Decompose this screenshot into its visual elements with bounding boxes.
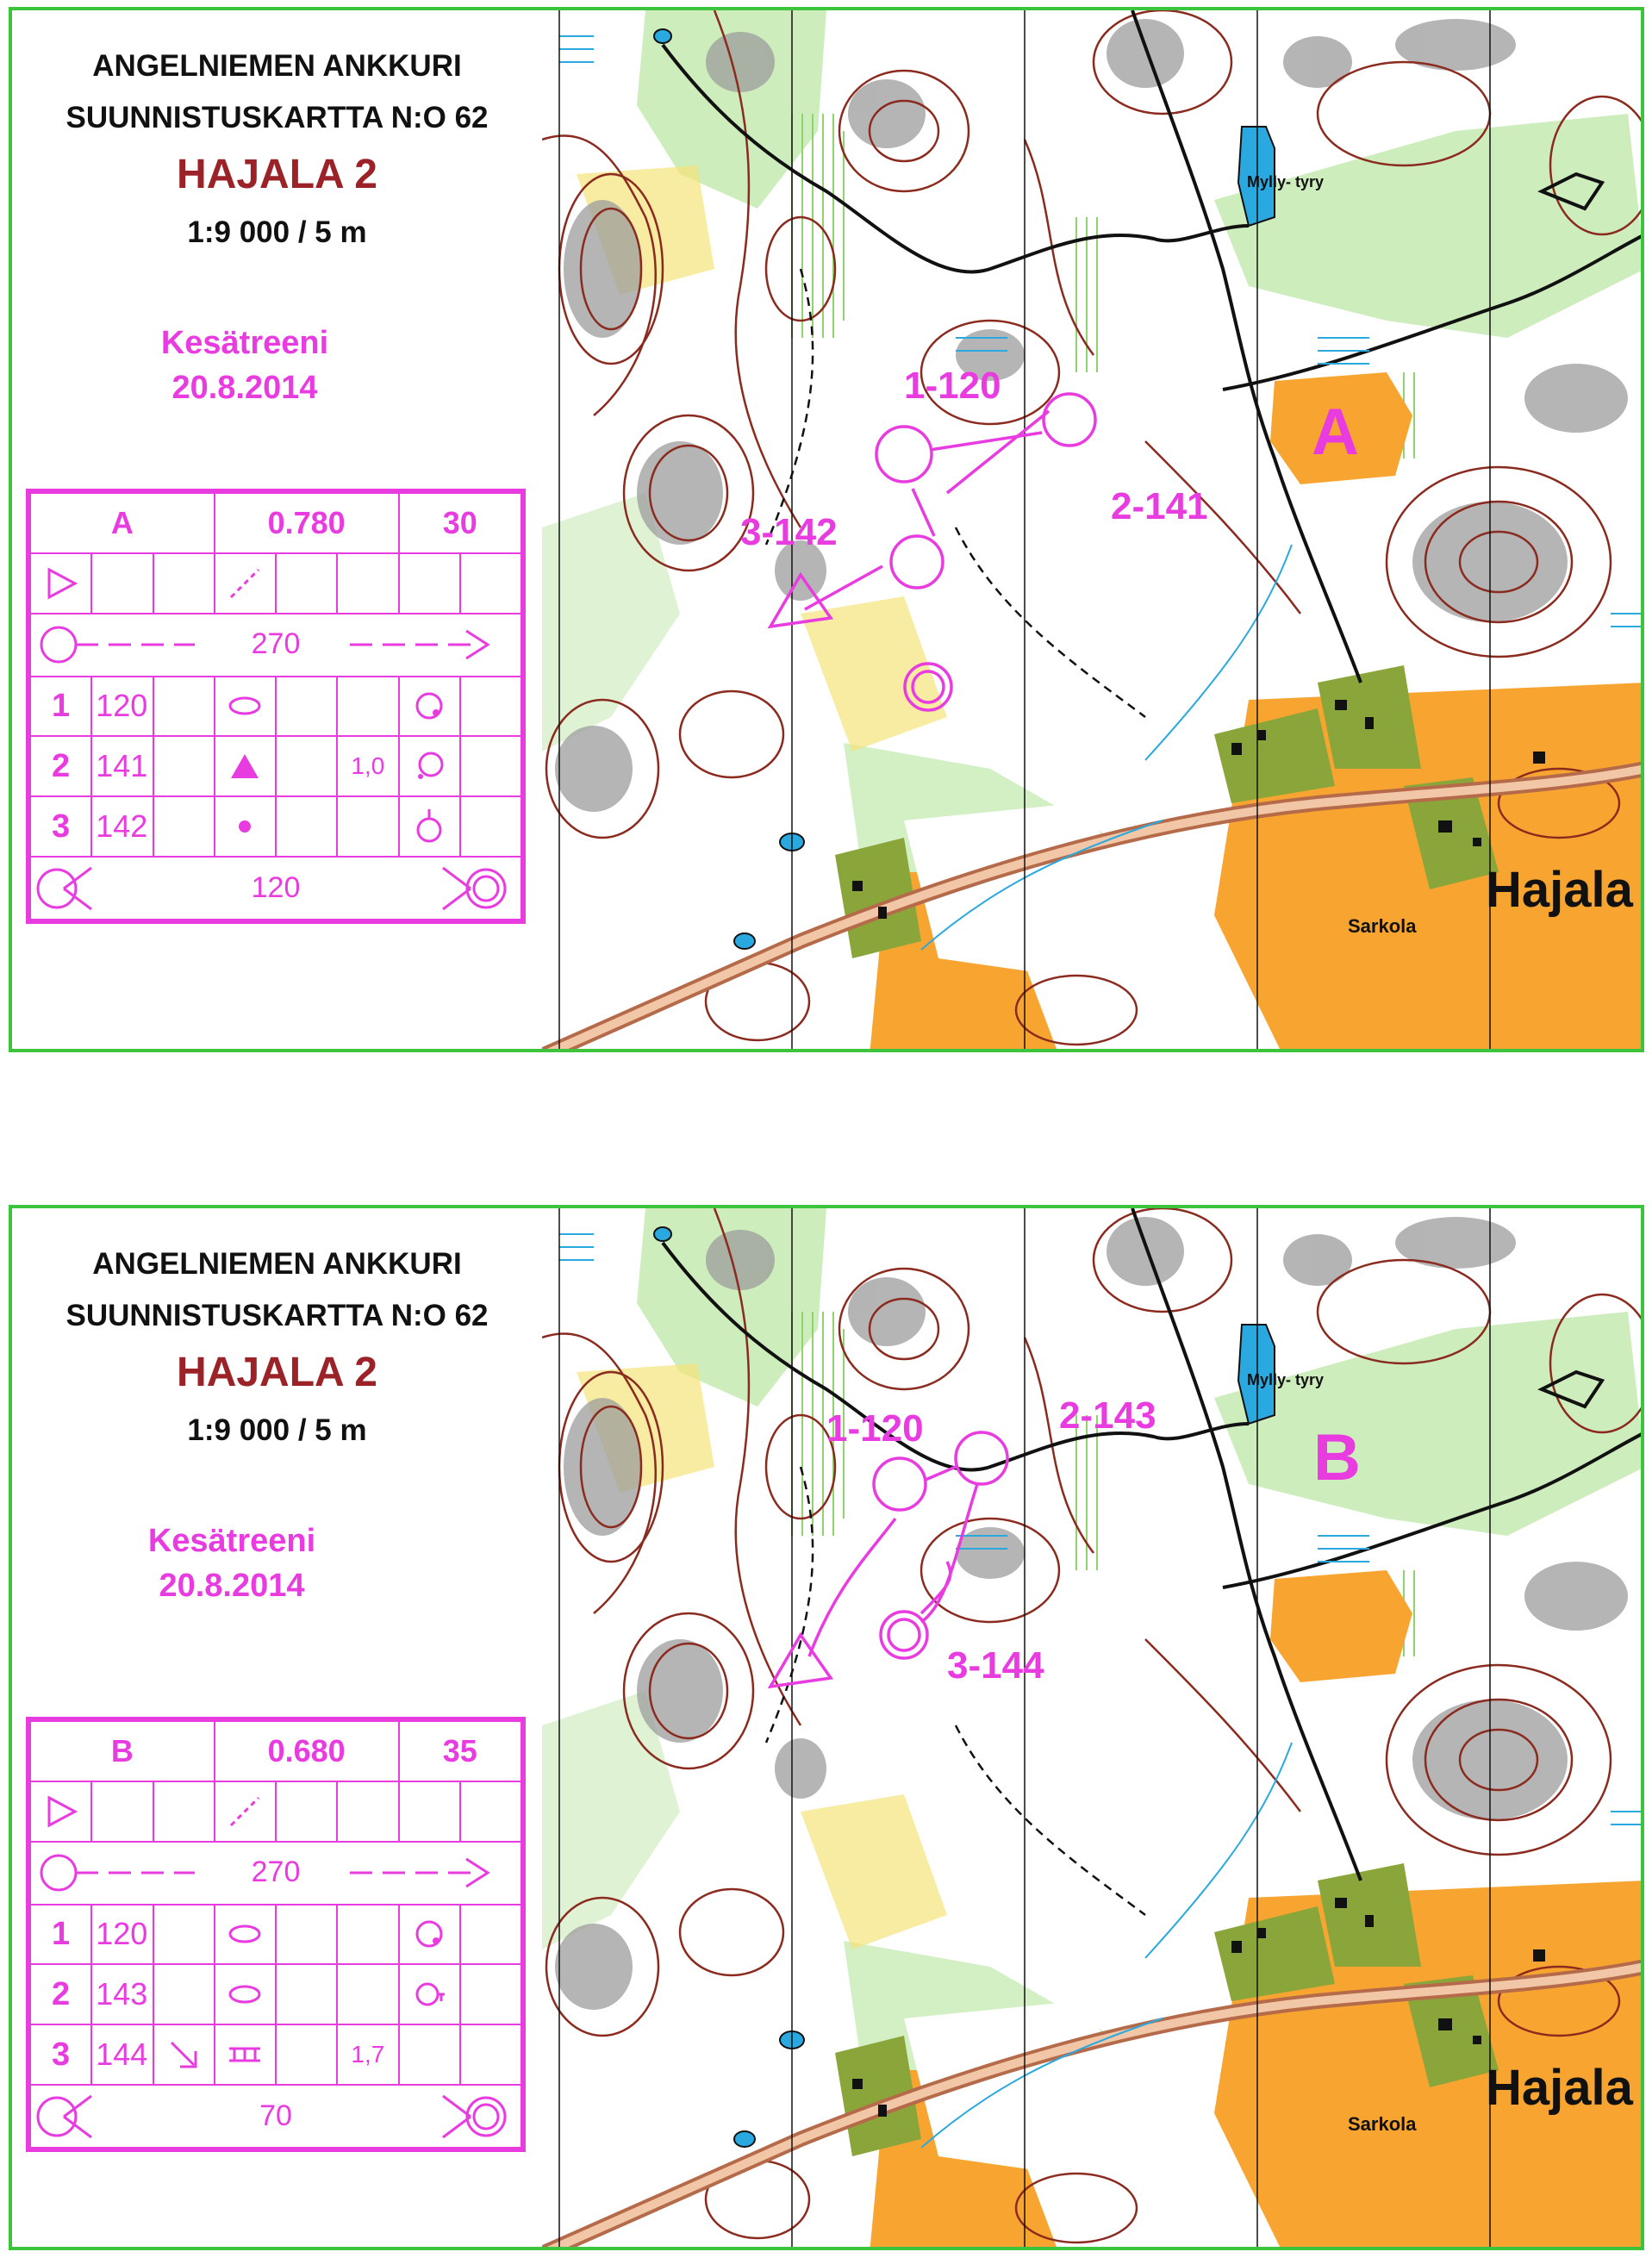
start-triangle-icon [30, 1781, 91, 1842]
event-date: 20.8.2014 [171, 370, 318, 406]
course-length: 0.680 [215, 1721, 399, 1781]
start-triangle-icon [30, 553, 91, 614]
finish-leg-distance: 120 [251, 870, 301, 904]
map-info-panel [12, 10, 542, 1049]
control-code: 141 [91, 736, 153, 796]
control-label-1: 1-120 [904, 365, 1001, 407]
control-label-3: 3-142 [740, 511, 838, 553]
map-scale: 1:9 000 / 5 m [187, 1413, 367, 1447]
club-name: ANGELNIEMEN ANKKURI [92, 1247, 462, 1281]
village-label: Hajala [1486, 862, 1633, 918]
control-label-3: 3-144 [947, 1644, 1044, 1687]
control-code: 142 [91, 796, 153, 857]
finish-leg-distance: 70 [259, 2099, 292, 2132]
location-south-icon [399, 1905, 460, 1965]
start-leg-row [30, 614, 521, 677]
farm-label: Sarkola [1348, 915, 1417, 937]
map-sheet-a [9, 7, 1644, 1052]
course-name: A [30, 493, 215, 553]
control-description-sheet [26, 1717, 526, 2152]
ellipse-boulder-group-icon [215, 1964, 276, 2024]
course-letter: B [1313, 1421, 1361, 1494]
finish-leg-row [30, 857, 521, 920]
control-dimension: 1,7 [337, 2024, 398, 2085]
finish-leg-row [30, 2085, 521, 2148]
control-number: 2 [30, 1964, 91, 2024]
control-label-1: 1-120 [826, 1407, 924, 1450]
pond-label: Mylly- tyry [1247, 1371, 1325, 1388]
course-climb: 35 [399, 1721, 522, 1781]
control-dimension: 1,0 [337, 736, 398, 796]
start-leg-distance: 270 [251, 1856, 301, 1889]
event-name: Kesätreeni [160, 325, 329, 361]
location-east-icon [399, 1964, 460, 2024]
course-letter: A [1312, 396, 1359, 469]
event-name: Kesätreeni [147, 1523, 316, 1559]
control-description-sheet [26, 489, 526, 924]
map-title: HAJALA 2 [177, 152, 377, 197]
start-leg-distance: 270 [251, 627, 301, 661]
ellipse-boulder-group-icon [215, 1905, 276, 1965]
map-canvas [542, 10, 1644, 1049]
event-date: 20.8.2014 [159, 1568, 305, 1604]
path-junction-icon [215, 553, 276, 614]
map-canvas [542, 1208, 1644, 2247]
triangle-boulder-icon [215, 736, 276, 796]
pond-label: Mylly- tyry [1247, 173, 1325, 190]
orienteering-map [542, 10, 1644, 1049]
control-code: 120 [91, 677, 153, 737]
wall-icon [215, 2024, 276, 2085]
club-name: ANGELNIEMEN ANKKURI [92, 49, 462, 83]
start-leg-row [30, 1842, 521, 1905]
map-scale: 1:9 000 / 5 m [187, 215, 367, 249]
control-code: 144 [91, 2024, 153, 2085]
control-number: 3 [30, 2024, 91, 2085]
map-title: HAJALA 2 [177, 1350, 377, 1395]
control-number: 1 [30, 677, 91, 737]
farm-label: Sarkola [1348, 2113, 1417, 2135]
dot-small-knoll-icon [215, 796, 276, 857]
control-code: 120 [91, 1905, 153, 1965]
direction-se-arrow-icon [153, 2024, 215, 2085]
course-length: 0.780 [215, 493, 399, 553]
orienteering-map [542, 1208, 1644, 2247]
course-climb: 30 [399, 493, 522, 553]
location-top-icon [399, 796, 460, 857]
location-south-icon [399, 677, 460, 737]
control-label-2: 2-141 [1111, 485, 1208, 527]
course-name: B [30, 1721, 215, 1781]
map-info-panel [12, 1208, 542, 2247]
control-label-2: 2-143 [1059, 1394, 1156, 1437]
control-number: 1 [30, 1905, 91, 1965]
map-number: SUUNNISTUSKARTTA N:O 62 [65, 101, 489, 134]
control-number: 3 [30, 796, 91, 857]
map-number: SUUNNISTUSKARTTA N:O 62 [65, 1299, 489, 1332]
location-foot-icon [399, 736, 460, 796]
path-junction-icon [215, 1781, 276, 1842]
control-code: 143 [91, 1964, 153, 2024]
map-sheet-b [9, 1205, 1644, 2250]
ellipse-boulder-group-icon [215, 677, 276, 737]
village-label: Hajala [1486, 2060, 1633, 2116]
control-number: 2 [30, 736, 91, 796]
